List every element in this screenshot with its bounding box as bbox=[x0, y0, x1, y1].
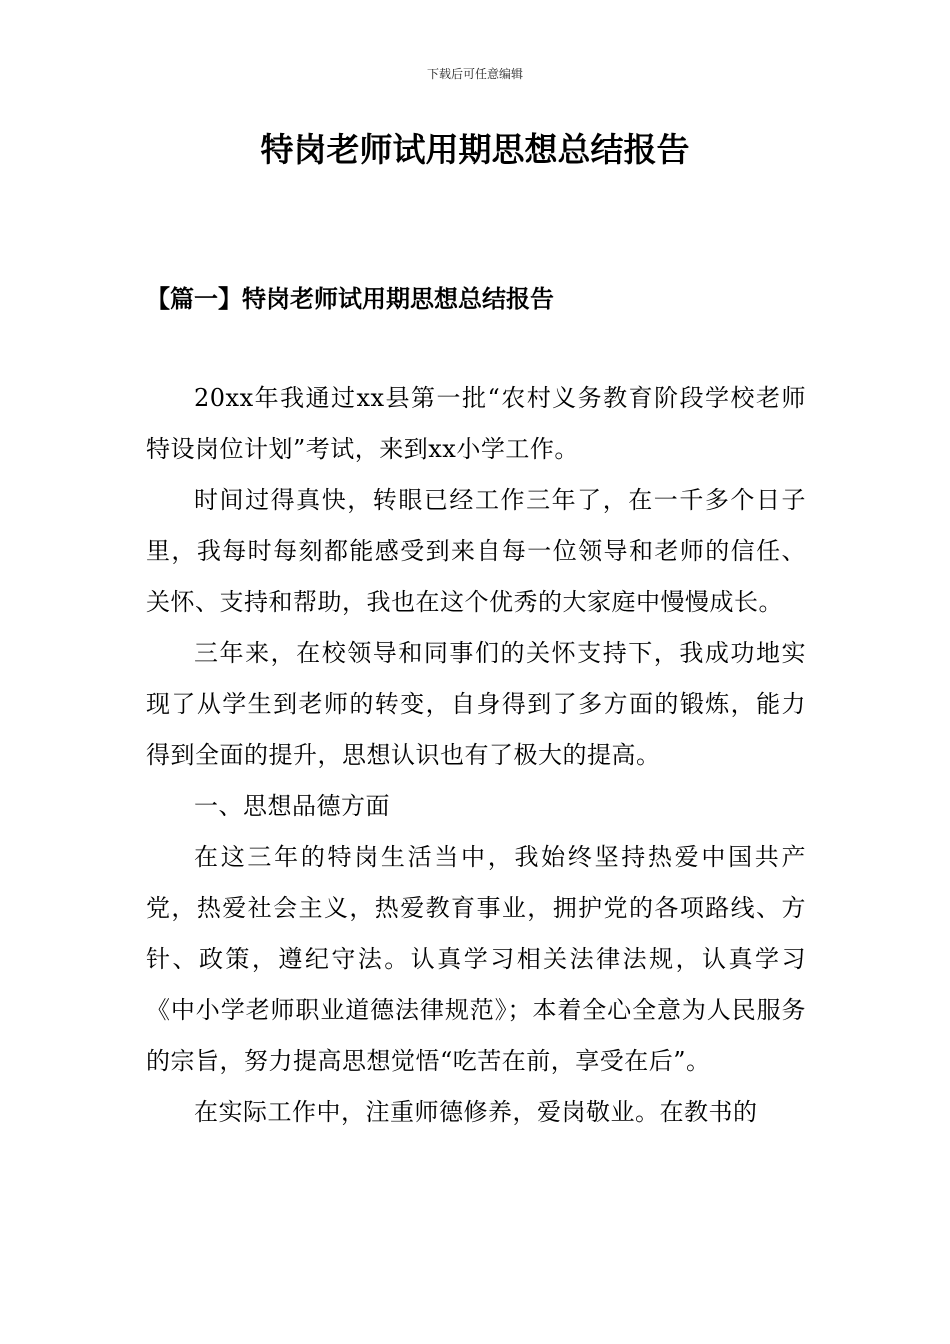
paragraph: 时间过得真快，转眼已经工作三年了，在一千多个日子里，我每时每刻都能感受到来自每一位领导和老师的信任、关怀、支持和帮助，我也在这个优秀的大家庭中慢慢成长。 bbox=[146, 486, 806, 616]
subsection-heading: 一、思想品德方面 bbox=[194, 792, 390, 820]
paragraph: 在这三年的特岗生活当中，我始终坚持热爱中国共产党，热爱社会主义，热爱教育事业，拥护党的各项路线、方针、政策，遵纪守法。认真学习相关法律法规，认真学习《中小学老师职业道德法律规范》；本着全心全意为人民服务的宗旨，努力提高思想觉悟“吃苦在前，享受在后”。 bbox=[146, 843, 806, 1075]
document-body bbox=[146, 373, 806, 1138]
paragraph: 三年来，在校领导和同事们的关怀支持下，我成功地实现了从学生到老师的转变，自身得到了多方面的锻炼，能力得到全面的提升，思想认识也有了极大的提高。 bbox=[146, 639, 806, 769]
document-title: 特岗老师试用期思想总结报告 bbox=[260, 130, 690, 169]
paragraph: 20xx年我通过xx县第一批“农村义务教育阶段学校老师特设岗位计划”考试，来到xx小学工作。 bbox=[146, 384, 806, 463]
paragraph: 在实际工作中，注重师德修养，爱岗敬业。在教书的 bbox=[194, 1098, 758, 1126]
header-note: 下载后可任意编辑 bbox=[426, 67, 523, 81]
section-heading: 【篇一】特岗老师试用期思想总结报告 bbox=[146, 284, 554, 313]
